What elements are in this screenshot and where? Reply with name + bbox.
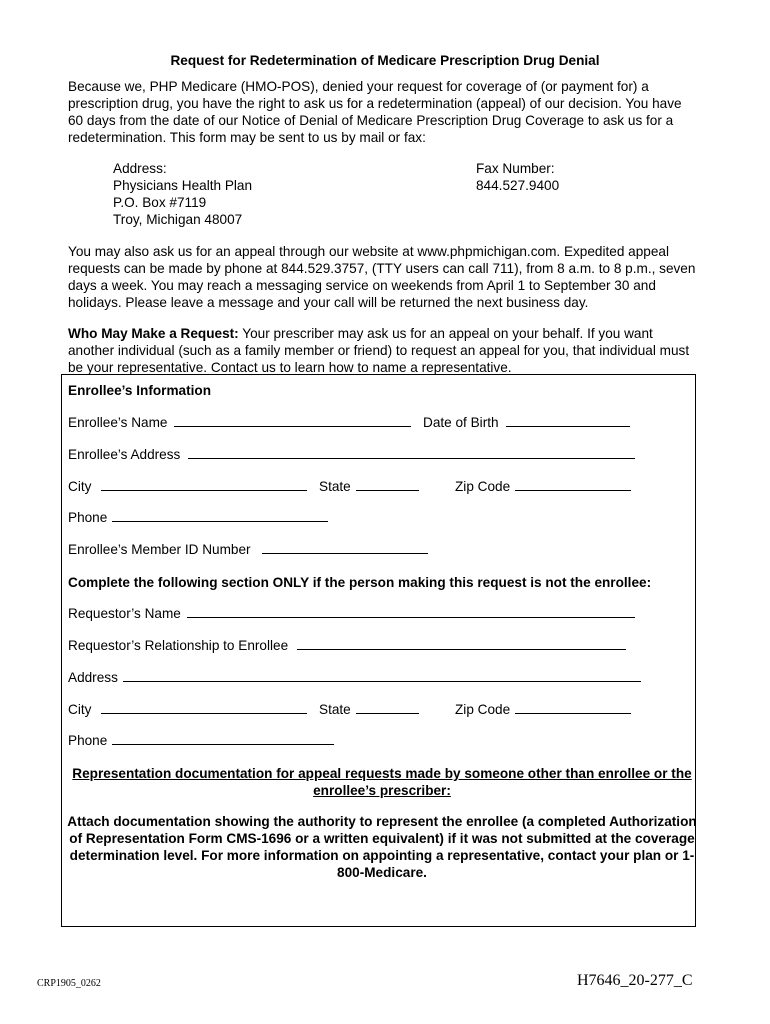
address-label: Address: [113, 161, 167, 176]
dob-label: Date of Birth [423, 415, 499, 430]
requestor-zip-label: Zip Code [455, 702, 511, 717]
relationship-field[interactable] [297, 649, 626, 650]
form-title: Request for Redetermination of Medicare Prescription Drug Denial [170, 53, 600, 68]
enrollee-zip-label: Zip Code [455, 479, 511, 494]
requestor-heading: Complete the following section ONLY if the person making this request is not the enrollee: [68, 575, 652, 590]
address-line-1: Physicians Health Plan [113, 178, 253, 193]
appeal-paragraph: You may also ask us for an appeal through our website at www.phpmichigan.com. Expedited appeal requests can be made by phone at 844.529.3757, (TTY users can call 711), from 8 a.m. to 8 p.m., seven days a week. You may reach a messaging service on weekends from April 1 to September 30 and holidays. Please leave a message and your call will be returned the next business day. [68, 244, 696, 310]
enrollee-name-label: Enrollee’s Name [68, 415, 168, 430]
form-code-right: H7646_20-277_C [577, 972, 693, 989]
who-may-request-text: Your prescriber may ask us for an appeal on your behalf. If you want another individual (such as a family member or friend) to request an appeal for you, that individual must be your representative. Contact us to learn how to name a representative. [68, 326, 690, 375]
requestor-city-label: City [68, 702, 92, 717]
enrollee-heading: Enrollee’s Information [68, 383, 212, 398]
enrollee-state-label: State [319, 479, 351, 494]
enrollee-phone-label: Phone [68, 510, 108, 525]
mailing-address [113, 160, 252, 228]
enrollee-city-field[interactable] [101, 490, 307, 491]
fax-number: 844.527.9400 [476, 178, 560, 193]
representation-heading: Representation documentation for appeal requests made by someone other than enrollee or the enrollee’s prescriber: [72, 766, 692, 798]
enrollee-zip-field[interactable] [515, 490, 631, 491]
fax-label: Fax Number: [476, 161, 555, 176]
requestor-name-field[interactable] [187, 617, 635, 618]
requestor-state-field[interactable] [356, 713, 419, 714]
who-may-request-paragraph [68, 325, 700, 376]
enrollee-name-field[interactable] [174, 426, 411, 427]
requestor-state-label: State [319, 702, 351, 717]
requestor-name-label: Requestor’s Name [68, 606, 181, 621]
requestor-city-field[interactable] [101, 713, 307, 714]
requestor-phone-label: Phone [68, 733, 108, 748]
address-line-2: P.O. Box #7119 [113, 195, 207, 210]
member-id-field[interactable] [262, 553, 428, 554]
requestor-address-field[interactable] [123, 681, 641, 682]
enrollee-phone-field[interactable] [112, 521, 328, 522]
enrollee-state-field[interactable] [356, 490, 419, 491]
requestor-phone-field[interactable] [112, 744, 334, 745]
who-may-request-label: Who May Make a Request: [68, 326, 239, 341]
form-code-left: CRP1905_0262 [37, 978, 101, 989]
representation-body: Attach documentation showing the authority to represent the enrollee (a completed Authorization of Representation Form CMS-1696 or a written equivalent) if it was not submitted at the coverage determination level. For more information on appointing a representative, contact your plan or 1-800-Medicare. [67, 814, 697, 880]
requestor-address-label: Address [68, 670, 118, 685]
relationship-label: Requestor’s Relationship to Enrollee [68, 638, 289, 653]
dob-field[interactable] [506, 426, 630, 427]
fax-info [476, 160, 559, 194]
enrollee-address-field[interactable] [188, 458, 635, 459]
enrollee-address-label: Enrollee’s Address [68, 447, 181, 462]
member-id-label: Enrollee’s Member ID Number [68, 542, 251, 557]
address-line-3: Troy, Michigan 48007 [113, 212, 243, 227]
requestor-zip-field[interactable] [515, 713, 631, 714]
intro-paragraph: Because we, PHP Medicare (HMO-POS), denied your request for coverage of (or payment for) a prescription drug, you have the right to ask us for a redetermination (appeal) of our decision. You have 60 days from the date of our Notice of Denial of Medicare Prescription Drug Coverage to ask us for a redetermination. This form may be sent to us by mail or fax: [68, 79, 682, 145]
enrollee-city-label: City [68, 479, 92, 494]
